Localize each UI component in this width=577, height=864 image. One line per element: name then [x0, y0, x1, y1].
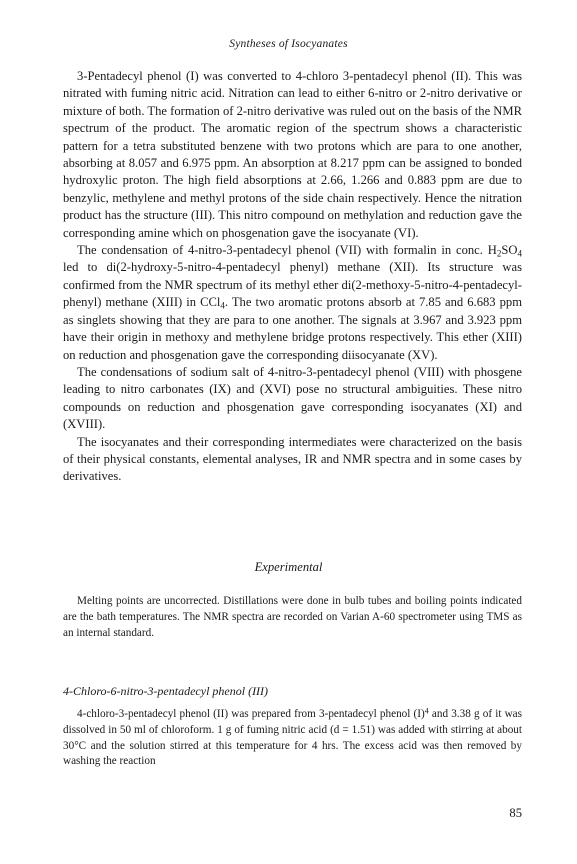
procedure-paragraph: 4-chloro-3-pentadecyl phenol (II) was prepared from 3-pentadecyl phenol $(I)^4$ and 3.38 g of it was dissolved in 50 ml of chloroform. 1 g of fuming nitric acid (d = 1.51) was added with stirring at about 30°C and the solution stirred at this temperature for 4 hrs. The excess acid was then removed by washing the reaction	[63, 706, 523, 768]
paragraph-characterization: The isocyanates and their corresponding intermediates were characterized on the basis of their physical constants, elemental analyses, IR and NMR spectra and in some cases by derivatives.	[63, 434, 522, 484]
experimental-intro	[63, 594, 522, 641]
paragraph-condensation: The condensation of 4-nitro-3-pentadecyl phenol (VII) with formalin in conc. $H_2SO_4$ led to di(2-hydroxy-5-nitro-4-pentadecyl phenyl) methane (XII). Its structure was confirmed from the NMR spectrum of its methyl ether di(2-methoxy-5-nitro-4-pentadecyl-phenyl) methane (XIII) in CCl$_4$. The two aromatic protons absorb at 7.85 and 6.683 ppm as singlets showing that they are para to one another. The signals at 3.967 and 3.923 ppm have their origin in methoxy and methylene bridge protons respectively. This ether (XIII) on reduction and phosgenation gave the corresponding diisocyanate (XV).	[63, 243, 522, 362]
body-text	[63, 68, 522, 486]
reference-marker: 4	[424, 706, 429, 716]
compound-heading: 4-Chloro-6-nitro-3-pentadecyl phenol (III)	[63, 684, 269, 698]
running-head: Syntheses of Isocyanates	[229, 38, 348, 50]
experimental-intro-paragraph: Melting points are uncorrected. Distillations were done in bulb tubes and boiling points indicated are the bath temperatures. The NMR spectra are recorded on Varian A-60 spectrometer using TMS as an internal standard.	[63, 595, 522, 639]
procedure-text	[63, 707, 522, 770]
paragraph-nitration: 3-Pentadecyl phenol (I) was converted to 4-chloro 3-pentadecyl phenol (II). This was nitrated with fuming nitric acid. Nitration can lead to either 6-nitro or 2-nitro derivative or mixture of both. The formation of 2-nitro derivative was ruled out on the basis of the NMR spectrum of the product. The aromatic region of the spectrum shows a characteristic pattern for a tetra substituted benzene with two protons which are para to one another, absorbing at 8.057 and 6.975 ppm. An absorption at 8.217 ppm can be assigned to bonded hydroxylic proton. The high field absorptions at 2.66, 1.266 and 0.883 ppm are due to benzylic, methylene and methyl protons of the side chain respectively. Hence the nitration product has the structure (III). This nitro compound on methylation and reduction gave the corresponding amine which on phosgenation gave the isocyanate (VI).	[63, 69, 522, 240]
paragraph-sodium-salt: The condensations of sodium salt of 4-nitro-3-pentadecyl phenol (VIII) with phosgene leading to nitro carbonates (IX) and (XVI) pose no structural ambiguities. These nitro compounds on reduction and phosgenation gave corresponding isocyanates (XI) and (XVIII).	[63, 364, 522, 432]
page-number: 85	[509, 806, 522, 820]
section-heading-experimental: Experimental	[254, 560, 323, 574]
